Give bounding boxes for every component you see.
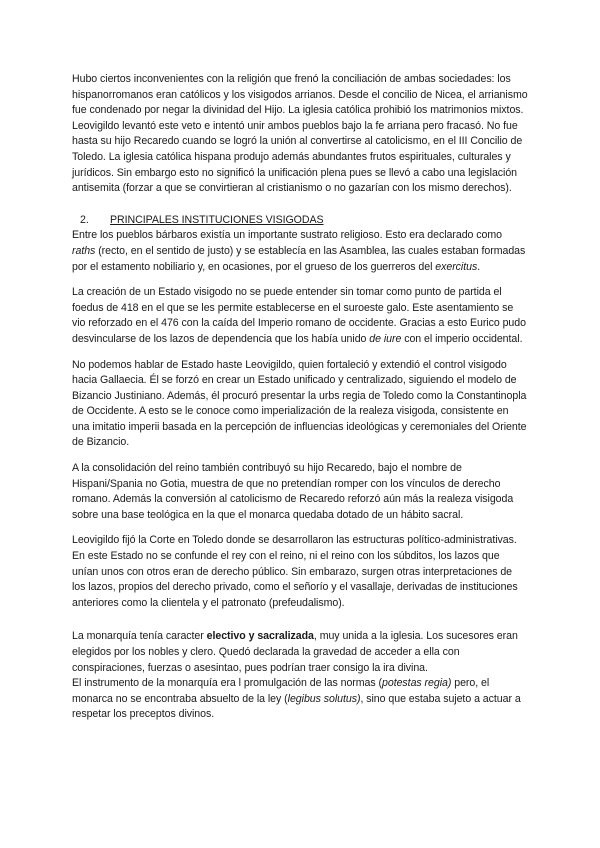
paragraph-raths xyxy=(72,228,528,275)
document-page xyxy=(72,72,528,723)
section-number: 2. xyxy=(80,213,89,226)
text-run: Entre los pueblos bárbaros existía un importante sustrato religioso. Esto era declarado como xyxy=(72,229,502,242)
paragraph-monarquia xyxy=(72,629,528,676)
intro-paragraph-2: Leovigildo levantó este veto e intentó unir ambos pueblos bajo la fe arriana pero fracasó. No fue hasta su hijo Recaredo cuando se logró la unión al convertirse al catolicismo, en el III Concilio de Toledo. La iglesia católica hispana produjo además abundantes frutos espirituales, culturales y jurídicos. Sin embargo esto no significó la unificación plena pues se llevó a cabo una legislación antisemita (forzar a que se convirtieran al cristianismo o no gazarían con los mismo derechos). xyxy=(72,119,523,195)
paragraph-leovigildo: No podemos hablar de Estado haste Leovigildo, quien fortaleció y extendió el control visigodo hacia Gallaecia. Él se forzó en crear un Estado unificado y centralizado, siguiendo el modelo de Bizancio Justiniano. Además, él procuró presentar la urbs regia de Toledo como la Constantinopla de Occidente. A esto se le conoce como imperialización de la realeza visigoda, consistente en una imitatio imperii basada en la percepción de influencias ideológicas y ceremoniales del Oriente de Bizancio. xyxy=(72,358,527,449)
paragraph-instrumento xyxy=(72,676,528,723)
italic-term: de iure xyxy=(369,332,402,345)
text-run: (recto, en el sentido de justo) y se establecía en las Asamblea, las cuales estaban formadas por el estamento nobiliario y, en ocasiones, por el grueso de los guerreros del xyxy=(72,244,526,273)
paragraph-estado xyxy=(72,285,528,347)
text-run: El instrumento de la monarquía era l promulgación de las normas ( xyxy=(72,677,383,690)
text-run: La creación de un Estado visigodo no se puede entender sin tomar como punto de partida el foedus de 418 en el que se les permite establecerse en el suroeste galo. Este asentamiento se vio reforzado en el 476 con la caída del Imperio romano de occidente. Gracias a esto Eurico pudo desvincularse de los lazos de dependencia que los había unido xyxy=(72,286,526,345)
italic-term: raths xyxy=(72,244,96,257)
section-title: PRINCIPALES INSTITUCIONES VISIGODAS xyxy=(110,213,324,226)
paragraph-corte: Leovigildo fijó la Corte en Toledo donde se desarrollaron las estructuras político-administrativas. En este Estado no se confunde el rey con el reino, ni el reino con los súbditos, los lazos que unían unos con otros eran de derecho público. Sin embarazo, surgen otras interpretaciones de los lazos, propios del derecho privado, como el señorío y el vasallaje, derivadas de instituciones anteriores como la clientela y el patronato (prefeudalismo). xyxy=(72,534,518,609)
intro-paragraph-1: Hubo ciertos inconvenientes con la religión que frenó la conciliación de ambas sociedades: los hispanorromanos eran católicos y los visigodos arrianos. Desde el concilio de Nicea, el arrianismo fue condenado por negar la divinidad del Hijo. La iglesia católica prohibió los matrimonios mixtos. xyxy=(72,73,528,117)
italic-term: exercitus xyxy=(435,260,478,273)
text-run: con el imperio occidental. xyxy=(401,332,523,345)
text-run: , sino que estaba sujeto a actuar a respetar los preceptos divinos. xyxy=(72,692,521,721)
text-run: La monarquía tenía caracter xyxy=(72,630,207,643)
text-run: pero, el monarca no se encontraba absuelto de la ley ( xyxy=(72,677,490,705)
paragraph-recaredo: A la consolidación del reino también contribuyó su hijo Recaredo, bajo el nombre de Hispani/Spania no Gotia, muestra de que no pretendían romper con los vínculos de derecho romano. Además la conversión al catolicismo de Recaredo reforzó aún más la realeza visigoda sobre una base teológica en la que el monarca quedaba dotado de un hábito sacral. xyxy=(72,462,514,521)
italic-term: potestas regia) xyxy=(382,677,452,690)
bold-term: electivo y sacralizada xyxy=(206,630,314,643)
text-run: , muy unida a la iglesia. Los sucesores eran elegidos por los nobles y clero. Quedó declarada la gravedad de acceder a ella con conspiraciones, fuerzas o asesintao, pues podrían traer consigo la ira divina. xyxy=(72,630,518,674)
text-run: . xyxy=(477,260,481,273)
section-heading xyxy=(72,213,528,229)
italic-term: legibus solutus) xyxy=(287,692,361,705)
